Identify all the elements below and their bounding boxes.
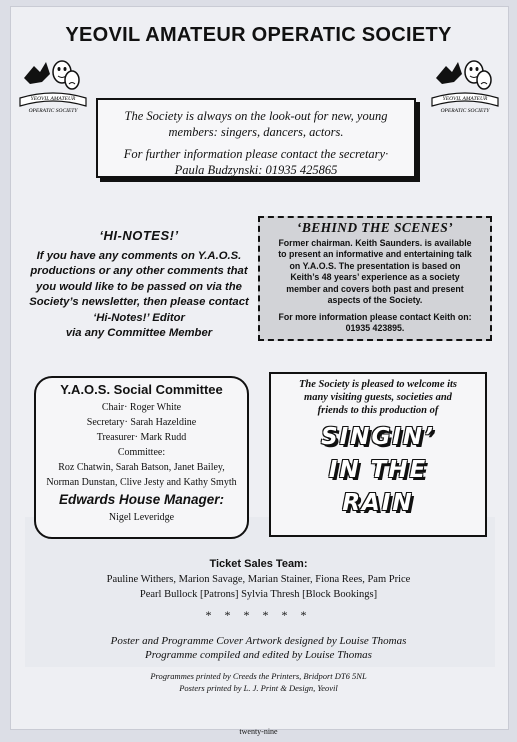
tickets-heading: Ticket Sales Team: xyxy=(209,558,308,570)
committee-members: Norman Dunstan, Clive Jesty and Kathy Smyth xyxy=(46,477,237,488)
credit-line: Programme compiled and edited by Louise Thomas xyxy=(145,649,372,661)
behind-line: to present an informative and entertaining talk xyxy=(278,249,472,259)
manager-heading: Edwards House Manager: xyxy=(58,492,225,507)
behind-line: aspects of the Society. xyxy=(327,295,423,305)
hinotes-heading: ‘HI-NOTES!’ xyxy=(99,228,179,243)
printer-credits xyxy=(0,670,517,694)
dragon-masks-icon xyxy=(428,48,502,122)
welcome-line: The Society is pleased to welcome its xyxy=(298,379,458,390)
logo-label-top: YEOVIL AMATEUR xyxy=(30,96,76,102)
artwork-credits xyxy=(0,634,517,662)
logo-label-bottom: OPERATIC SOCIETY xyxy=(28,108,78,114)
hinotes-line: productions or any other comments that xyxy=(30,265,248,277)
welcome-line: many visiting guests, societies and xyxy=(304,392,452,403)
committee-treasurer: Treasurer· Mark Rudd xyxy=(96,432,187,443)
intro-line: For further information please contact the secretary· xyxy=(123,147,389,161)
committee-members: Roz Chatwin, Sarah Batson, Janet Bailey, xyxy=(58,462,225,473)
hinotes-line: via any Committee Member xyxy=(65,327,213,339)
dragon-masks-icon xyxy=(16,48,90,122)
hinotes-line: Society’s newsletter, then please contact xyxy=(29,296,249,308)
intro-line: members: singers, dancers, actors. xyxy=(168,125,344,139)
credit-line: Poster and Programme Cover Artwork designed by Louise Thomas xyxy=(110,635,407,647)
committee-label: Committee: xyxy=(117,447,166,458)
hinotes-section xyxy=(28,228,250,342)
society-logo-right xyxy=(428,48,502,122)
ticket-sales-team xyxy=(0,557,517,602)
show-title-line: RAIN xyxy=(342,490,414,516)
hinotes-line: ‘Hi-Notes!’ Editor xyxy=(93,311,185,324)
behind-the-scenes-box xyxy=(258,216,492,341)
page-number: twenty-nine xyxy=(239,727,278,736)
logo-label-bottom: OPERATIC SOCIETY xyxy=(440,108,490,114)
hinotes-line: If you have any comments on Y.A.O.S. xyxy=(36,249,242,262)
behind-line: Former chairman. Keith Saunders. is available xyxy=(278,237,472,248)
secretary-contact: Paula Budzynski: 01935 425865 xyxy=(174,163,338,177)
section-divider: * * * * * * xyxy=(205,608,312,622)
printer-line: Programmes printed by Creeds the Printers, Bridport DT6 5NL xyxy=(150,671,367,681)
behind-contact: For more information please contact Keith on: xyxy=(278,311,472,322)
committee-secretary: Secretary· Sarah Hazeldine xyxy=(86,417,197,428)
social-committee-box xyxy=(34,376,249,539)
behind-line: member and covers both past and present xyxy=(286,283,464,294)
social-heading: Y.A.O.S. Social Committee xyxy=(60,382,223,397)
hinotes-line: you would like to be passed on via the xyxy=(36,280,242,293)
society-logo-left xyxy=(16,48,90,122)
tickets-line: Pearl Bullock [Patrons] Sylvia Thresh [Block Bookings] xyxy=(139,589,378,600)
welcome-box xyxy=(269,372,487,537)
welcome-line: friends to this production of xyxy=(317,405,439,416)
tickets-line: Pauline Withers, Marion Savage, Marian Stainer, Fiona Rees, Pam Price xyxy=(106,574,411,585)
membership-notice xyxy=(96,98,416,178)
behind-line: Keith’s 48 years’ experience as a society xyxy=(290,272,460,282)
behind-line: on Y.A.O.S. The presentation is based on xyxy=(289,260,461,271)
behind-heading: ‘BEHIND THE SCENES’ xyxy=(296,220,454,235)
logo-label-top: YEOVIL AMATEUR xyxy=(442,96,488,102)
printer-line: Posters printed by L. J. Print & Design, Yeovil xyxy=(179,683,338,693)
show-title-line: IN THE xyxy=(328,457,428,483)
show-title-line: SINGIN’ xyxy=(321,424,435,450)
intro-line: The Society is always on the look-out for new, young xyxy=(124,109,388,123)
committee-chair: Chair· Roger White xyxy=(101,402,182,413)
society-title: YEOVIL AMATEUR OPERATIC SOCIETY xyxy=(65,24,452,46)
behind-phone: 01935 423895. xyxy=(345,323,405,333)
house-manager: Nigel Leveridge xyxy=(108,512,175,523)
